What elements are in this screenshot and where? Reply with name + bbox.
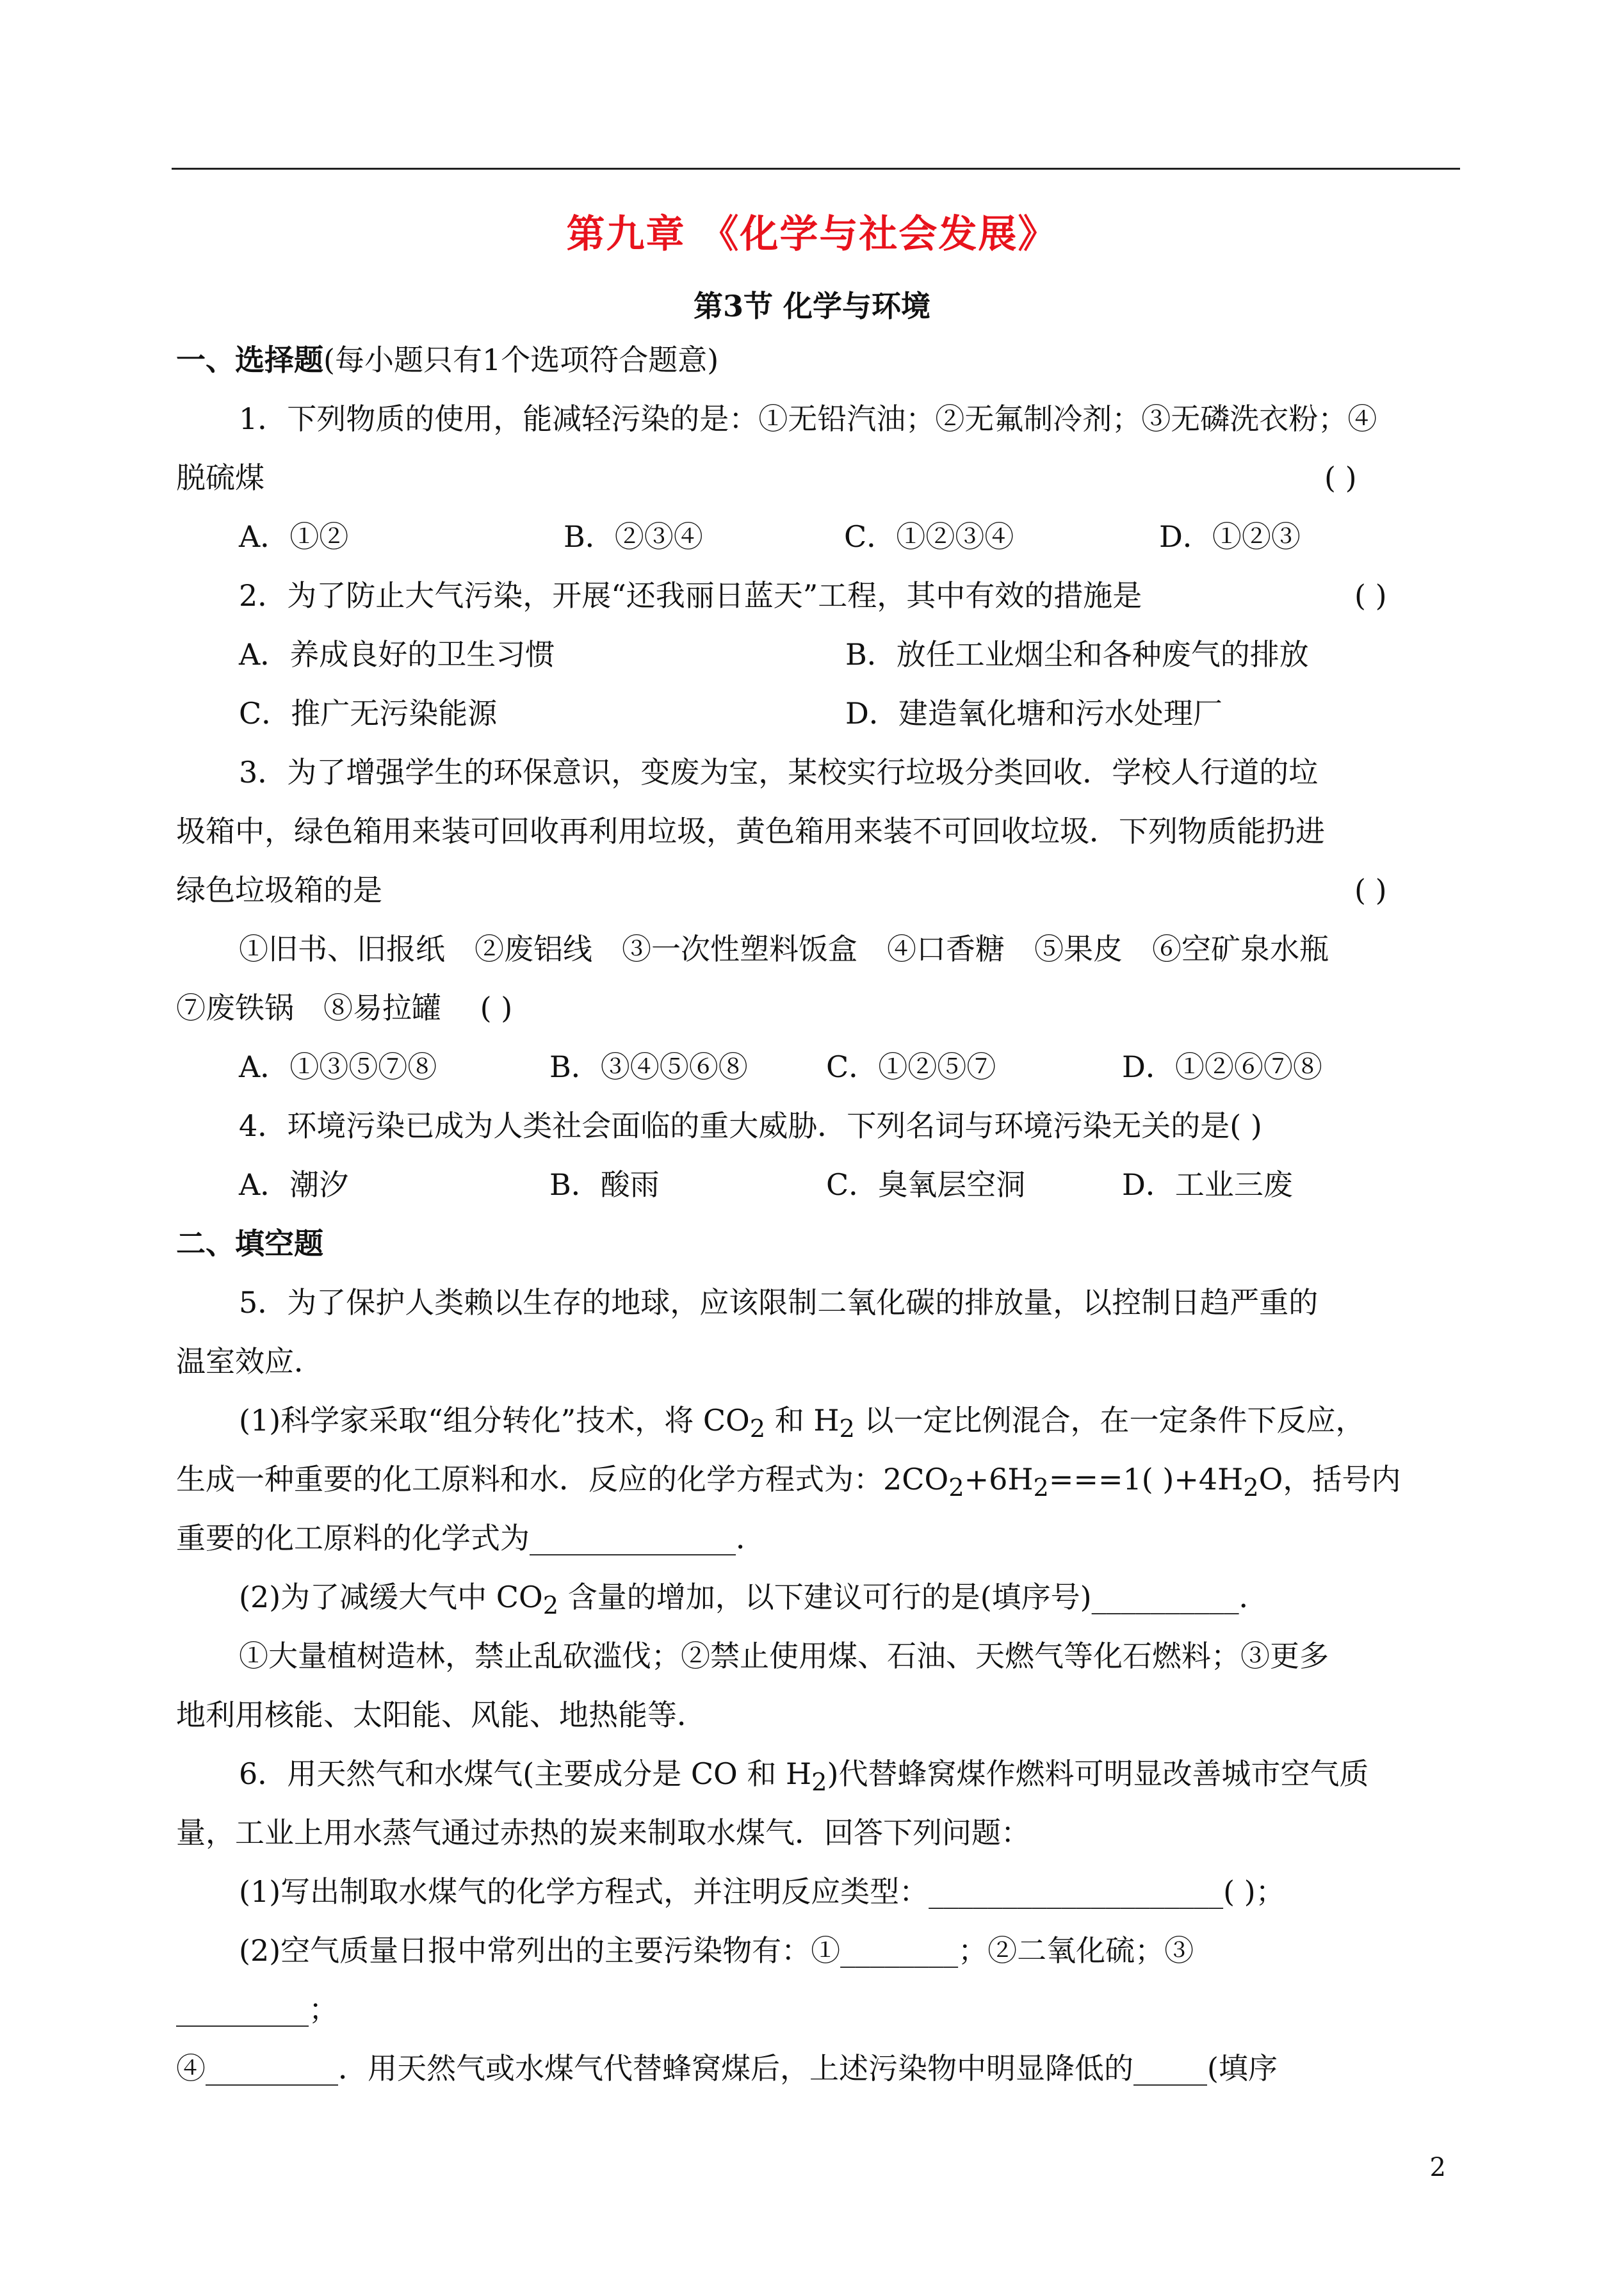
q2-line1: 2．为了防止大气污染，开展“还我丽日蓝天”工程，其中有效的措施是 (239, 578, 1142, 613)
q5-line1: 5．为了保护人类赖以生存的地球，应该限制二氧化碳的排放量，以控制日趋严重的 (239, 1285, 1319, 1320)
q3-option-c: C．①②⑤⑦ (826, 1050, 996, 1084)
q6-sub2-line1: (2)空气质量日报中常列出的主要污染物有：①________；②二氧化硫；③ (239, 1933, 1194, 1968)
q5-sub2-line1 (239, 1579, 1269, 1624)
q3-line1: 3．为了增强学生的环保意识，变废为宝，某校实行垃圾分类回收．学校人行道的垃 (239, 755, 1319, 790)
q1-option-b: B．②③④ (564, 519, 703, 554)
q3-answer-blank: ( ) (1354, 873, 1387, 907)
q5-sub2-line2: ①大量植树造林，禁止乱砍滥伐；②禁止使用煤、石油、天燃气等化石燃料；③更多 (239, 1639, 1329, 1673)
chapter-title: 第九章 《化学与社会发展》 (566, 212, 1058, 257)
header-rule (172, 168, 1460, 170)
subscript-2: 2 (839, 1415, 855, 1444)
q5-sub1-line1 (239, 1402, 1365, 1447)
q5-line2: 温室效应． (176, 1344, 323, 1379)
q5-equation-c: ===1( )+4H (1048, 1462, 1244, 1496)
q5-equation-b: +6H (964, 1462, 1034, 1496)
q3-option-b: B．③④⑤⑥⑧ (549, 1050, 748, 1084)
q5-sub2-text-b: 含量的增加，以下建议可行的是(填序号)__________． (558, 1580, 1269, 1614)
q5-sub1-line3: 重要的化工原料的化学式为______________． (176, 1521, 765, 1555)
section-title: 第3节 化学与环境 (693, 289, 931, 323)
q1-option-a: A．①② (239, 519, 349, 554)
q5-sub1-text-c: 以一定比例混合，在一定条件下反应， (854, 1403, 1365, 1438)
subscript-2: 2 (1033, 1473, 1049, 1503)
page-number: 2 (1429, 2153, 1446, 2182)
part1-heading-line (176, 342, 719, 378)
q2-option-d: D．建造氧化塘和污水处理厂 (845, 696, 1222, 731)
q5-sub1-line2 (176, 1461, 1401, 1506)
q2-answer-blank: ( ) (1354, 578, 1387, 613)
q5-sub2-text-a: (2)为了减缓大气中 CO (239, 1580, 543, 1614)
q2-option-b: B．放任工业烟尘和各种废气的排放 (845, 637, 1309, 672)
q3-option-d: D．①②⑥⑦⑧ (1122, 1050, 1322, 1084)
q3-items-line1: ①旧书、旧报纸 ②废铝线 ③一次性塑料饭盒 ④口香糖 ⑤果皮 ⑥空矿泉水瓶 (239, 932, 1329, 966)
q5-equation-a: 生成一种重要的化工原料和水．反应的化学方程式为：2CO (176, 1462, 949, 1496)
q6-line1-text-a: 6．用天然气和水煤气(主要成分是 CO 和 H (239, 1756, 812, 1791)
part2-heading: 二、填空题 (176, 1226, 323, 1261)
q4-option-a: A．潮汐 (239, 1167, 349, 1202)
part1-heading: 一、选择题 (176, 343, 323, 377)
q6-sub1: (1)写出制取水煤气的化学方程式，并注明反应类型：____________________( )； (239, 1874, 1285, 1909)
subscript-2: 2 (749, 1415, 766, 1444)
q6-sub2-line3: ④_________．用天然气或水煤气代替蜂窝煤后，上述污染物中明显降低的_____(填序 (176, 2051, 1278, 2086)
subscript-2: 2 (948, 1473, 964, 1503)
q2-option-c: C．推广无污染能源 (239, 696, 498, 731)
q2-option-a: A．养成良好的卫生习惯 (239, 637, 555, 672)
q6-sub2-line2: _________； (176, 1992, 338, 2027)
q1-option-c: C．①②③④ (844, 519, 1014, 554)
subscript-2: 2 (811, 1768, 827, 1797)
q5-equation-d: O，括号内 (1258, 1462, 1401, 1496)
q1-line2: 脱硫煤 (176, 460, 264, 495)
q6-line2: 量，工业上用水蒸气通过赤热的炭来制取水煤气．回答下列问题： (176, 1815, 1030, 1850)
q4-option-b: B．酸雨 (549, 1167, 660, 1202)
q6-line1 (239, 1756, 1368, 1801)
q3-line2: 圾箱中，绿色箱用来装可回收再利用垃圾，黄色箱用来装不可回收垃圾．下列物质能扔进 (176, 814, 1325, 848)
q5-sub2-line3: 地利用核能、太阳能、风能、地热能等． (176, 1698, 706, 1732)
q4-option-d: D．工业三废 (1122, 1167, 1293, 1202)
q5-sub1-text-a: (1)科学家采取“组分转化”技术，将 CO (239, 1403, 750, 1438)
subscript-2: 2 (542, 1591, 559, 1621)
q1-answer-blank: ( ) (1324, 460, 1357, 495)
q4-line1: 4．环境污染已成为人类社会面临的重大威胁．下列名词与环境污染无关的是( ) (239, 1108, 1262, 1143)
q1-line1: 1．下列物质的使用，能减轻污染的是：①无铅汽油；②无氟制冷剂；③无磷洗衣粉；④ (239, 401, 1377, 436)
q4-option-c: C．臭氧层空洞 (826, 1167, 1026, 1202)
q5-sub1-text-b: 和 H (765, 1403, 840, 1438)
q1-option-d: D．①②③ (1159, 519, 1301, 554)
q3-line3: 绿色垃圾箱的是 (176, 873, 382, 907)
q6-line1-text-b: )代替蜂窝煤作燃料可明显改善城市空气质 (827, 1756, 1369, 1791)
q3-option-a: A．①③⑤⑦⑧ (239, 1050, 437, 1084)
subscript-2: 2 (1243, 1473, 1259, 1503)
part1-heading-note: (每小题只有1个选项符合题意) (323, 343, 719, 377)
q3-items-line2: ⑦废铁锅 ⑧易拉罐 ( ) (176, 991, 513, 1025)
